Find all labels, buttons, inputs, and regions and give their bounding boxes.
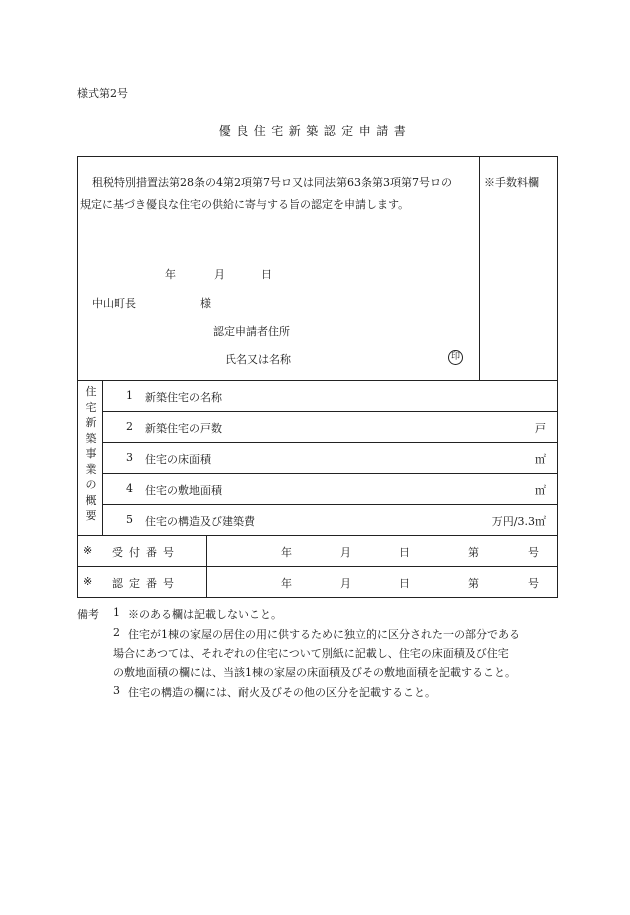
overview-section-label-char: 住: [85, 385, 97, 398]
note-line: の敷地面積の欄には、当該1棟の家屋の床面積及びその敷地面積を記載すること。: [113, 666, 516, 679]
form-number: 様式第2号: [77, 87, 128, 100]
overview-section-label-char: 新: [85, 416, 97, 429]
overview-item-unit: 万円/3.3㎡: [491, 515, 546, 528]
overview-section-label-char: 要: [85, 509, 97, 522]
notes-heading: 備考: [77, 608, 99, 621]
reception-mark: ※: [83, 544, 93, 557]
application-statement-line1: 租税特別措置法第28条の4第2項第7号ロ又は同法第63条第3項第7号ロの: [92, 176, 452, 189]
certification-mark: ※: [83, 575, 93, 588]
certification-year: 年: [281, 577, 292, 590]
overview-section-label-char: 業: [85, 462, 97, 476]
fee-column-divider: [479, 156, 480, 381]
table-rule: [102, 411, 558, 412]
note-line: ※のある欄は記載しないこと。: [128, 608, 282, 621]
date-day-label: 日: [261, 268, 272, 281]
overview-label-divider: [102, 380, 103, 536]
certification-label: 認定番号: [112, 577, 180, 590]
note-line: 場合にあつては、それぞれの住宅について別紙に記載し、住宅の床面積及び住宅: [113, 647, 509, 660]
applicant-address-label: 認定申請者住所: [213, 325, 290, 338]
certification-day: 日: [399, 577, 410, 590]
table-border-right: [557, 156, 558, 598]
note-line: 住宅の構造の欄には、耐火及びその他の区分を記載すること。: [128, 686, 436, 699]
overview-section-label-char: 概: [85, 493, 97, 507]
note-line: 住宅が1棟の家屋の居住の用に供するために独立的に区分された一の部分である: [128, 628, 520, 641]
applicant-name-label: 氏名又は名称: [225, 353, 291, 366]
addressee: 中山町長: [92, 297, 136, 310]
table-rule: [102, 504, 558, 505]
note-number: 1: [113, 606, 120, 619]
application-statement-line2: 規定に基づき優良な住宅の供給に寄与する旨の認定を申請します。: [80, 198, 410, 211]
overview-item-label: 住宅の敷地面積: [145, 484, 222, 497]
table-border-bottom: [77, 597, 558, 598]
date-month-label: 月: [214, 268, 225, 281]
reception-day: 日: [399, 546, 410, 559]
reception-label: 受付番号: [112, 546, 180, 559]
overview-section-label-char: 宅: [85, 400, 97, 414]
overview-item-unit: 戸: [535, 422, 546, 435]
table-rule: [77, 380, 558, 381]
overview-item-number: 5: [126, 513, 133, 526]
reception-suffix: 号: [528, 546, 539, 559]
overview-item-number: 1: [126, 389, 133, 402]
overview-item-label: 住宅の構造及び建築費: [145, 515, 255, 528]
date-year-label: 年: [165, 268, 176, 281]
overview-item-label: 新築住宅の名称: [145, 391, 222, 404]
overview-item-unit: ㎡: [535, 453, 546, 466]
table-rule: [102, 473, 558, 474]
overview-section-label-text: [80, 384, 102, 524]
overview-section-label-char: 事: [85, 447, 97, 460]
overview-item-label: 住宅の床面積: [145, 453, 211, 466]
fee-label: ※手数料欄: [484, 176, 539, 189]
note-number: 2: [113, 626, 120, 639]
form-title: 優良住宅新築認定申請書: [218, 124, 412, 138]
table-rule: [77, 566, 558, 567]
overview-section-label: [80, 384, 102, 524]
note-number: 3: [113, 684, 120, 697]
overview-item-number: 3: [126, 451, 133, 464]
certification-prefix: 第: [468, 577, 479, 590]
certification-month: 月: [340, 577, 351, 590]
reception-year: 年: [281, 546, 292, 559]
overview-section-label-char: 築: [85, 431, 97, 445]
overview-item-label: 新築住宅の戸数: [145, 422, 222, 435]
reception-month: 月: [340, 546, 351, 559]
seal-icon: 印: [448, 350, 463, 365]
overview-item-number: 4: [126, 482, 133, 495]
overview-item-number: 2: [126, 420, 133, 433]
overview-item-unit: ㎡: [535, 484, 546, 497]
honorific: 様: [200, 297, 211, 310]
table-border-top: [77, 156, 558, 157]
certification-suffix: 号: [528, 577, 539, 590]
table-border-left: [77, 156, 78, 598]
table-rule: [77, 535, 558, 536]
table-rule: [102, 442, 558, 443]
number-row-divider: [206, 535, 207, 598]
reception-prefix: 第: [468, 546, 479, 559]
overview-section-label-char: の: [85, 478, 97, 491]
